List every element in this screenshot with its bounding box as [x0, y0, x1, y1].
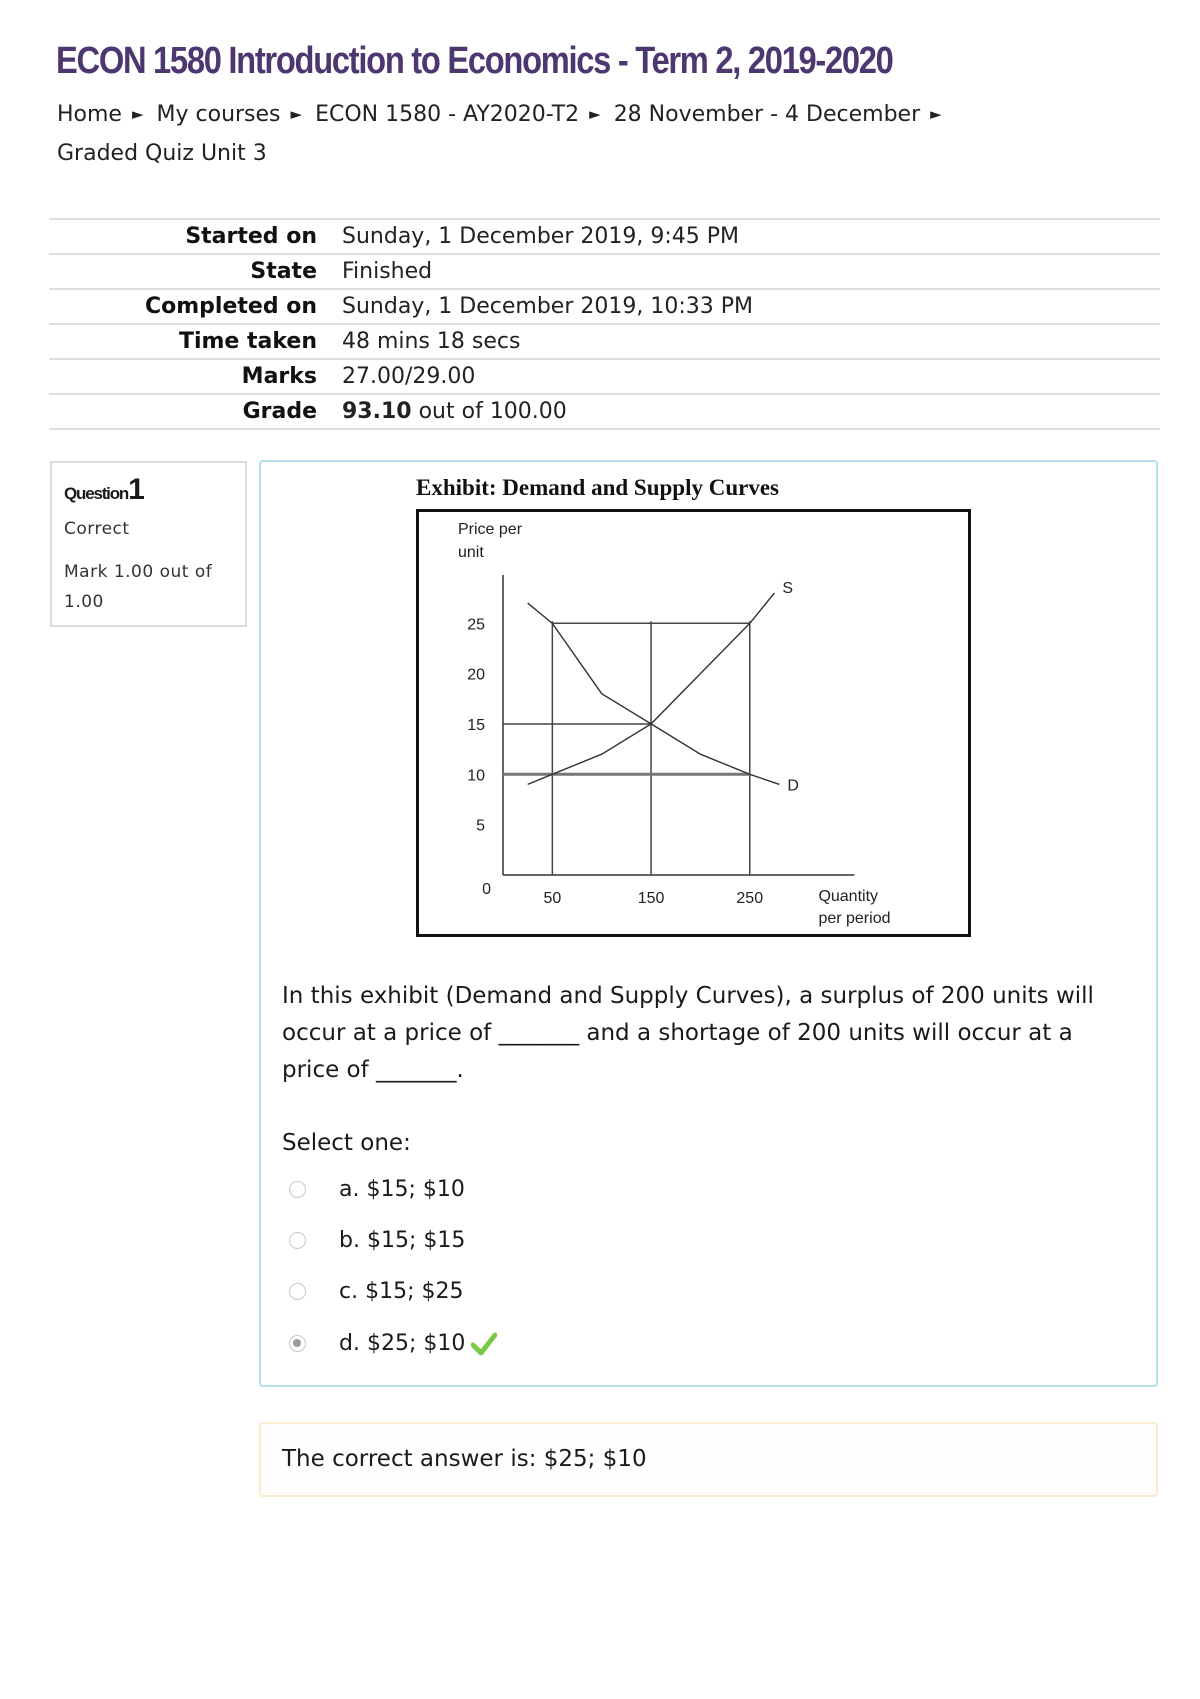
answer-option-d[interactable]: [289, 1326, 589, 1366]
question-number: [64, 473, 233, 507]
x-axis-title-line1: Quantity: [818, 888, 879, 905]
y-axis-title-line1: Price per: [458, 521, 523, 538]
breadcrumb-quiz-link[interactable]: Graded Quiz Unit 3: [57, 141, 267, 166]
question-state: Correct: [64, 519, 130, 539]
question-content: [259, 460, 1158, 1387]
breadcrumb-separator-icon: ►: [589, 105, 601, 123]
summary-value: Finished: [342, 259, 433, 284]
chart-svg: [419, 512, 968, 934]
summary-row-state: [49, 254, 1160, 289]
answer-option-b[interactable]: [289, 1223, 589, 1263]
summary-row-started: [49, 219, 1160, 254]
option-a-radio[interactable]: [289, 1181, 306, 1198]
option-c-radio[interactable]: [289, 1283, 306, 1300]
curve-label-d: D: [787, 777, 799, 795]
summary-label: Marks: [241, 364, 317, 389]
select-one-prompt: Select one:: [282, 1130, 411, 1156]
answer-option-c[interactable]: [289, 1274, 589, 1314]
x-tick-label: 150: [637, 890, 665, 907]
answer-option-a[interactable]: [289, 1172, 589, 1212]
grade-suffix: out of 100.00: [418, 399, 567, 424]
y-tick-label: 15: [467, 716, 485, 734]
option-b-radio[interactable]: [289, 1232, 306, 1249]
summary-value: 27.00/29.00: [342, 364, 476, 389]
option-c-label[interactable]: c. $15; $25: [339, 1279, 464, 1304]
question-text: In this exhibit (Demand and Supply Curves), a surplus of 200 units will occur at a price of _______ and a shortage of 200 units will occur at a price of _______.: [282, 983, 1094, 1083]
y-axis-title-line2: unit: [458, 544, 484, 561]
breadcrumb-separator-icon: ►: [131, 105, 144, 123]
summary-label: Grade: [242, 399, 317, 424]
breadcrumb-home-link[interactable]: Home: [57, 102, 122, 127]
summary-label: Started on: [185, 224, 317, 249]
summary-label: Time taken: [178, 329, 317, 354]
summary-label: State: [250, 259, 317, 284]
breadcrumb-my-courses-link[interactable]: My courses: [156, 102, 281, 127]
option-a-label[interactable]: a. $15; $10: [339, 1177, 465, 1202]
correct-check-icon: [471, 1332, 497, 1356]
option-d-label[interactable]: [339, 1326, 497, 1362]
x-tick-label: 250: [736, 890, 764, 907]
question-label: Question: [64, 484, 129, 503]
grade-score: 93.10: [342, 399, 412, 424]
summary-value: Sunday, 1 December 2019, 10:33 PM: [342, 294, 753, 319]
option-b-label[interactable]: b. $15; $15: [339, 1228, 466, 1253]
curve-label-s: S: [782, 580, 794, 598]
demand-curve: [528, 603, 780, 784]
y-tick-label: 0: [482, 881, 491, 898]
summary-value: [342, 394, 1160, 429]
breadcrumb-separator-icon: ►: [930, 105, 942, 123]
correct-answer-feedback: The correct answer is: $25; $10: [259, 1422, 1158, 1497]
breadcrumb-course-link[interactable]: ECON 1580 - AY2020-T2: [315, 102, 580, 127]
breadcrumb-separator-icon: ►: [290, 105, 303, 123]
attempt-summary-table: [49, 218, 1160, 430]
summary-row-completed: [49, 289, 1160, 324]
summary-value: 48 mins 18 secs: [342, 329, 521, 354]
breadcrumb-week-link[interactable]: 28 November - 4 December: [613, 102, 921, 127]
y-tick-label: 5: [476, 817, 485, 835]
summary-row-marks: [49, 359, 1160, 394]
question-info-panel: [50, 461, 247, 627]
breadcrumb: [57, 96, 1057, 172]
demand-supply-chart: [416, 509, 971, 937]
y-tick-label: 20: [467, 666, 485, 684]
option-d-radio[interactable]: [289, 1335, 306, 1352]
y-tick-label: 10: [467, 767, 485, 785]
question-grade: Mark 1.00 out of 1.00: [64, 562, 213, 612]
summary-row-grade: [49, 394, 1160, 429]
x-axis-title-line2: per period: [818, 910, 891, 927]
exhibit-title: Exhibit: Demand and Supply Curves: [416, 475, 779, 500]
summary-label: Completed on: [144, 294, 317, 319]
question-number-value: 1: [128, 473, 145, 506]
summary-value: Sunday, 1 December 2019, 9:45 PM: [342, 224, 739, 249]
course-title: ECON 1580 Introduction to Economics - Term 2, 2019-2020: [56, 40, 893, 82]
x-tick-label: 50: [543, 890, 562, 907]
option-d-text: d. $25; $10: [339, 1331, 466, 1356]
summary-row-time: [49, 324, 1160, 359]
y-tick-label: 25: [467, 616, 485, 634]
